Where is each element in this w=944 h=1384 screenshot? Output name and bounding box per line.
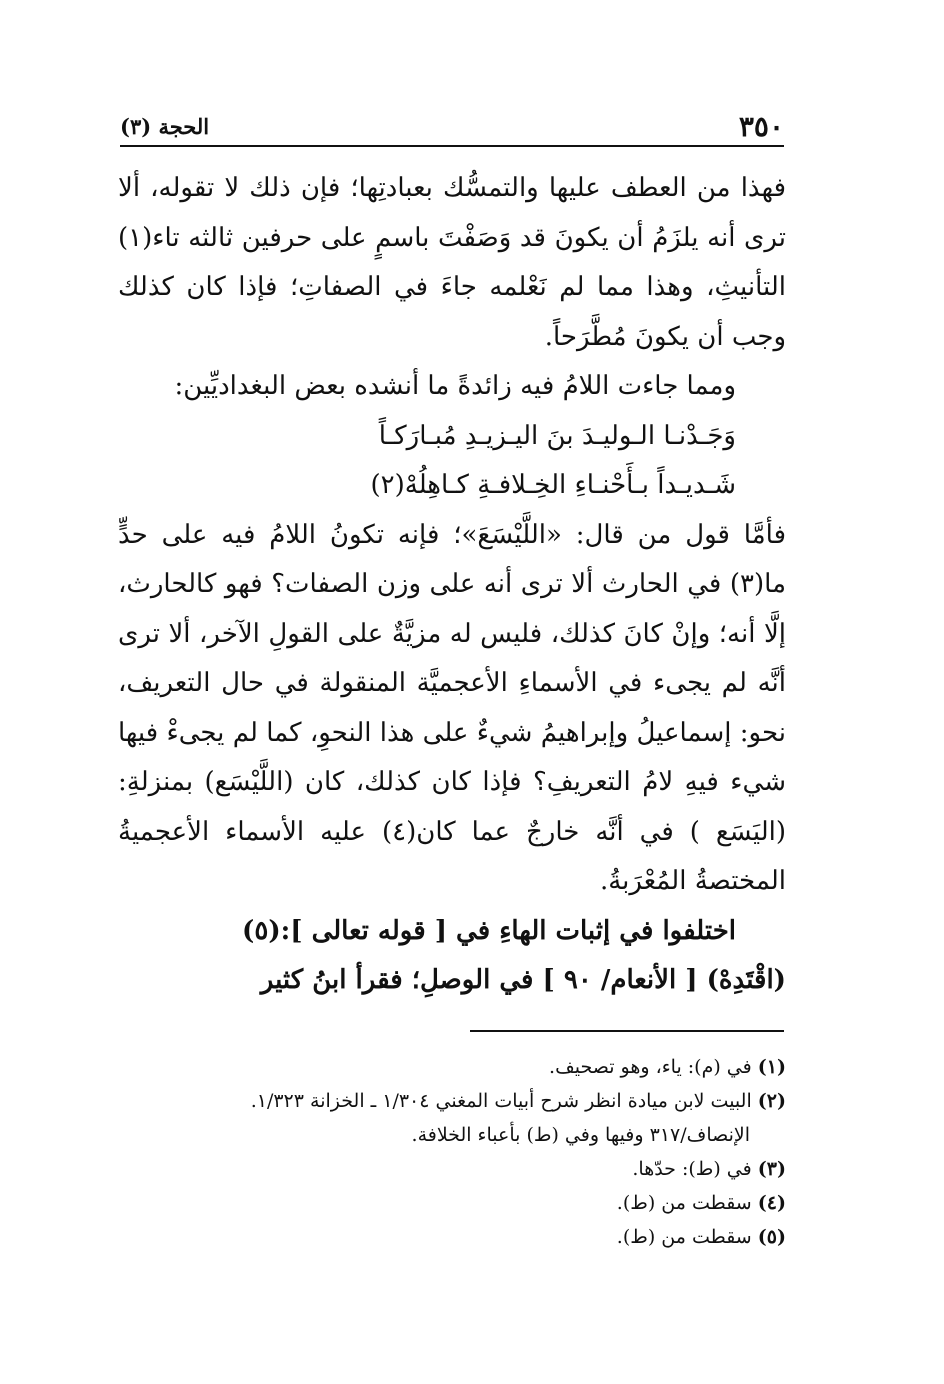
- main-text: [118, 164, 786, 1006]
- footnote-number: (٢): [757, 1090, 786, 1112]
- footnotes: [118, 1050, 786, 1254]
- running-title: الحجة (٣): [120, 114, 210, 139]
- footnote-text: البيت لابن ميادة انظر شرح أبيات المغني ١/٣٠٤ ـ الخزانة ١/٣٢٣.: [250, 1090, 752, 1112]
- header-rule: [120, 145, 784, 147]
- footnote-number: (١): [757, 1056, 786, 1078]
- footnote-text: في (م): ياء، وهو تصحيف.: [549, 1056, 752, 1078]
- footnote-4: [118, 1186, 786, 1220]
- footnote-text: سقطت من (ط).: [616, 1226, 752, 1248]
- footnote-text: سقطت من (ط).: [616, 1192, 752, 1214]
- verse-line-1: وَجَـدْنـا الـوليـدَ بنَ اليـزيـدِ مُبـارَكـاً: [378, 420, 736, 451]
- paragraph-2: ومما جاءت اللامُ فيه زائدةً ما أنشده بعض البغداديِّين:: [174, 371, 736, 401]
- footnote-number: (٥): [757, 1226, 786, 1248]
- footnote-separator: [470, 1030, 784, 1032]
- footnote-2-continuation: الإنصاف/٣١٧ وفيها وفي (ط) بأعباء الخلافة.: [411, 1124, 750, 1146]
- paragraph-3: فأمَّا قول من قال: «اللَّيْسَعَ»؛ فإنه تكونُ اللامُ فيه على حدٍّ ما(٣) في الحارث ألا ترى أنه على وزن الصفات؟ فهو كالحارث، إلَّا أنه؛ وإنْ كانَ كذلك، فليس له مزيَّةٌ على القولِ الآخر، ألا ترى أنَّه لم يجىء في الأسماءِ الأعجميَّة المنقولة في حال التعريف، نحو: إسماعيلُ وإبراهيمُ شيءٌ على هذا النحوِ، كما لم يجىءْ فيها شيء فيهِ لامُ التعريفِ؟ فإذا كان كذلك، كان (اللَّيْسَع) بمنزلةِ: (اليَسَع ) في أنَّه خارجٌ عما كان(٤) عليه الأسماء الأعجميةُ المختصةُ المُعْرَبةُ.: [118, 519, 787, 896]
- paragraph-1: فهذا من العطف عليها والتمسُّك بعبادتِها؛ فإن ذلك لا تقوله، ألا ترى أنه يلزَمُ أن يكونَ قد وَصَفْتَ باسمٍ على حرفين ثالثه تاء(١) التأنيثِ، وهذا مما لم نَعْلمه جاءَ في الصفاتِ؛ فإذا كان كذلك وجب أن يكونَ مُطَّرَحاً.: [118, 173, 786, 352]
- page-header: [120, 104, 784, 144]
- poetry-verse: [118, 412, 786, 511]
- footnote-number: (٣): [757, 1158, 786, 1180]
- section-heading-line-2: (اقْتَدِهْ) [ الأنعام/ ٩٠ ] في الوصلِ؛ فقرأ ابنُ كثير: [260, 965, 786, 995]
- verse-line-2: شَـديـداً بـأَحْنـاءِ الخِـلافـةِ كـاهِلُهْ(٢): [370, 470, 736, 500]
- section-heading: اختلفوا في إثبات الهاءِ في [ قوله تعالى ]:(٥): [242, 915, 736, 946]
- page-number: ٣٥٠: [738, 110, 784, 143]
- footnote-text: في (ط): حدّها.: [632, 1158, 752, 1180]
- footnote-3: [118, 1152, 786, 1186]
- footnote-2: [118, 1084, 786, 1118]
- footnote-1: [118, 1050, 786, 1084]
- footnote-number: (٤): [757, 1192, 786, 1214]
- footnote-5: [118, 1220, 786, 1254]
